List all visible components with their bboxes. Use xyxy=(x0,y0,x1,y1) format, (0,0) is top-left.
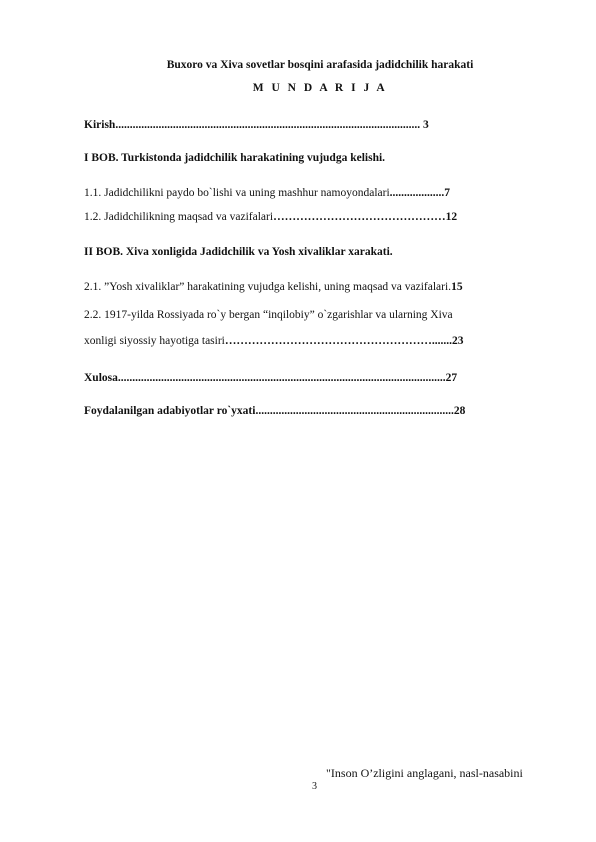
toc-entry-title: 1.1. Jadidchilikni paydo bo`lishi va uning mashhur namoyondalari xyxy=(84,187,390,199)
toc-page-number: 7 xyxy=(444,187,451,199)
toc-entry-2-2-line-1 xyxy=(84,309,554,321)
toc-page-number: 12 xyxy=(445,211,458,223)
toc-entry-title: II BOB. Xiva xonligida Jadidchilik va Yosh xivaliklar xarakati. xyxy=(84,246,393,258)
toc-page-number: 3 xyxy=(420,119,429,131)
toc-entry-2-1 xyxy=(84,281,554,293)
toc-entry-1-2 xyxy=(84,211,554,223)
toc-chapter-1 xyxy=(84,152,554,164)
toc-entry-title: 1.2. Jadidchilikning maqsad va vazifalari xyxy=(84,211,274,223)
toc-entry-title: 2.2. 1917-yilda Rossiyada ro`y bergan “inqilobiy” o`zgarishlar va ularning Xiva xyxy=(84,309,453,321)
page-number: 3 xyxy=(312,781,317,792)
toc-page-number: 23 xyxy=(452,335,464,347)
toc-entry-title: xonligi siyossiy hayotiga tasiri xyxy=(84,335,225,347)
toc-page-number: 28 xyxy=(453,405,466,417)
toc-entry-title: Foydalanilgan adabiyotlar ro`yxati xyxy=(84,405,256,417)
toc-page-number: 15 xyxy=(451,281,463,293)
toc-leader-dots: ..................................................................... xyxy=(255,405,454,417)
toc-leader-dots: .......................................................................................................... xyxy=(115,119,421,131)
toc-leader-dots: ................... xyxy=(389,187,445,199)
toc-entry-bibliography xyxy=(84,405,554,417)
toc-entry-xulosa xyxy=(84,372,554,384)
toc-heading: M U N D A R I J A xyxy=(252,82,388,94)
toc-page-number: 27 xyxy=(445,372,458,384)
toc-leader-dots: ………………………………………………....... xyxy=(224,335,452,347)
toc-leader-dots: ……………………………………… xyxy=(273,211,446,223)
toc-entry-title: 2.1. ”Yosh xivaliklar” harakatining vujudga kelishi, uning maqsad va vazifalari. xyxy=(84,281,452,293)
toc-chapter-2 xyxy=(84,246,554,258)
toc-leader-dots: .................................................................................................................. xyxy=(117,372,446,384)
toc-entry-2-2-line-2 xyxy=(84,335,554,347)
footer-quote: "Inson O’zligini anglagani, nasl-nasabini xyxy=(326,766,523,780)
toc-entry-1-1 xyxy=(84,187,554,199)
toc-entry-title: I BOB. Turkistonda jadidchilik harakatining vujudga kelishi. xyxy=(84,152,386,164)
toc-entry-title: Xulosa xyxy=(84,372,118,384)
toc-entry-title: Kirish xyxy=(84,119,116,131)
document-title: Buxoro va Xiva sovetlar bosqini arafasida jadidchilik harakati xyxy=(166,59,474,71)
toc-entry-kirish xyxy=(84,119,554,131)
